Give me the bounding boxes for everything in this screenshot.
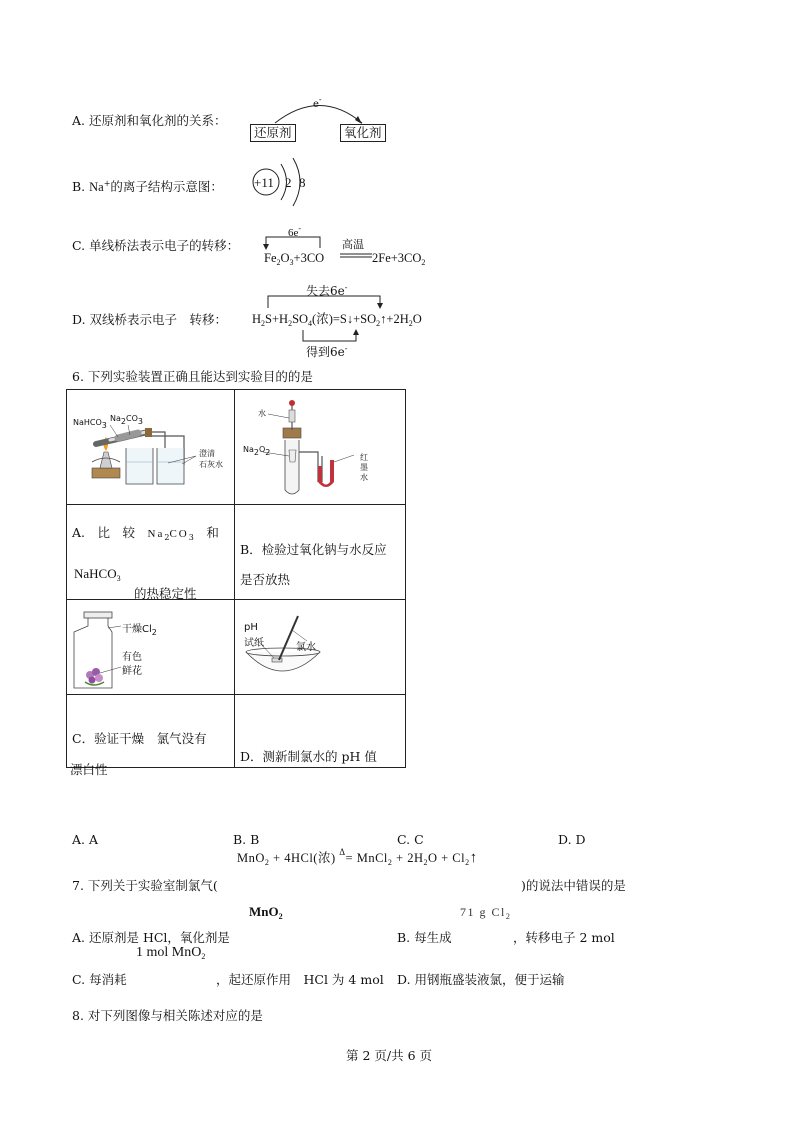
fig-b-ink-label-1: 红 [360,453,368,462]
question-8: 8. 对下列图像与相关陈述对应的是 [72,1008,263,1023]
q6-option-a-nahco3: NaHCO$_3$ [74,566,121,583]
q5-c-transfer: 6e- [288,224,302,239]
q5-c-condition: 高温 [342,238,364,251]
question-7-end: )的说法中错误的是 [521,878,626,893]
q5-c-product: $2Fe+3CO_2$ [372,251,426,267]
q7-option-b-pre: B. 每生成 [397,930,452,945]
shell-1-electrons: 2 [285,175,292,190]
reducer-box: 还原剂 [250,124,296,142]
q7-option-a: A. 还原剂是 HCl，氧化剂是 [72,930,230,945]
q5-option-b-label: B. Na+的离子结构示意图： [72,179,223,194]
question-7-start: 7. 下列关于实验室制氯气( [72,878,218,893]
q6-choice-c: C. C [397,832,424,847]
q6-choice-a: A. A [72,832,99,847]
q6-option-c-line-1: C．验证干燥 氯气没有 [72,731,207,746]
q6-option-a-text: A. 比 较 $Na_2CO_3$ 和 [72,525,219,542]
question-6: 6. 下列实验装置正确且能达到实验目的的是 [72,369,313,384]
fig-b-water-label: 水 [258,409,266,418]
q7-equation: MnO$_2$ + 4HCl(浓) $^\Delta$= MnCl$_2$ + $2H_2O$ + $Cl_2↑$ [237,847,478,867]
q6-option-b-line-1: B．检验过氧化钠与水反应 [240,542,387,557]
q6-option-b-line-2: 是否放热 [240,572,291,587]
fig-a-lime-label-1: 澄清 [199,449,215,458]
q5-d-equation: $H_2S+H_2SO_4$(浓)$=S↓+SO_2↑+2H_2O$ [252,312,422,328]
q7-option-c-post: ，起还原作用 HCl 为 4 mol [216,972,384,987]
fig-a-nahco3-label: NaHCO$_3$ [73,418,107,430]
fig-b-ink-label-3: 水 [360,473,368,482]
q7-cl2-mass: 71 g $Cl_2$ [460,905,512,921]
fig-c-flower-label-2: 鲜花 [122,666,142,677]
q7-option-b-post: ，转移电子 2 mol [513,930,615,945]
oxidizer-box: 氧化剂 [340,124,386,142]
fig-c-dry-cl2-label: 干燥$Cl_2$ [122,624,157,637]
fig-b-na2o2-label: $Na_2O_2$ [243,445,271,457]
q7-mol-mno2: 1 mol MnO$_2$ [136,945,206,961]
q6-choice-b: B. B [233,832,260,847]
fig-d-cl-water-label: 氯水 [296,642,316,653]
fig-b-ink-label-2: 墨 [360,463,368,472]
fig-d-ph-label-1: pH [244,622,258,633]
fig-a-lime-label-2: 石灰水 [199,460,223,469]
q5-option-a-label: A. 还原剂和氧化剂的关系： [72,113,227,128]
fig-c-flower-label-1: 有色 [122,652,142,663]
q5-a-electron: e- [313,95,322,110]
q6-option-c-line-2: 漂白性 [70,762,108,777]
q7-option-c-pre: C. 每消耗 [72,972,127,987]
shell-2-electrons: 8 [299,175,306,190]
q7-mno2: MnO$_2$ [249,904,283,921]
fig-d-ph-label-2: 试纸 [244,638,264,649]
q5-c-equation: $Fe_2O_3+3CO$ [264,251,325,267]
q6-option-d-line-1: D．测新制氯水的 pH 值 [240,749,377,764]
q6-option-a-tail: 的热稳定性 [134,586,197,601]
q6-choice-d: D. D [558,832,586,847]
nucleus-charge: +11 [254,175,274,190]
q5-d-lose: 失去6e- [306,283,348,298]
fig-a-na2co3-label: $Na_2CO_3$ [110,414,143,426]
q7-option-d: D. 用钢瓶盛装液氯，便于运输 [397,972,565,987]
page-footer: 第 2 页/共 6 页 [346,1048,433,1063]
q5-option-c-label: C. 单线桥法表示电子的转移： [72,238,240,253]
q5-d-gain: 得到6e- [306,344,348,359]
q5-option-d-label: D. 双线桥表示电子 转移： [72,312,228,327]
